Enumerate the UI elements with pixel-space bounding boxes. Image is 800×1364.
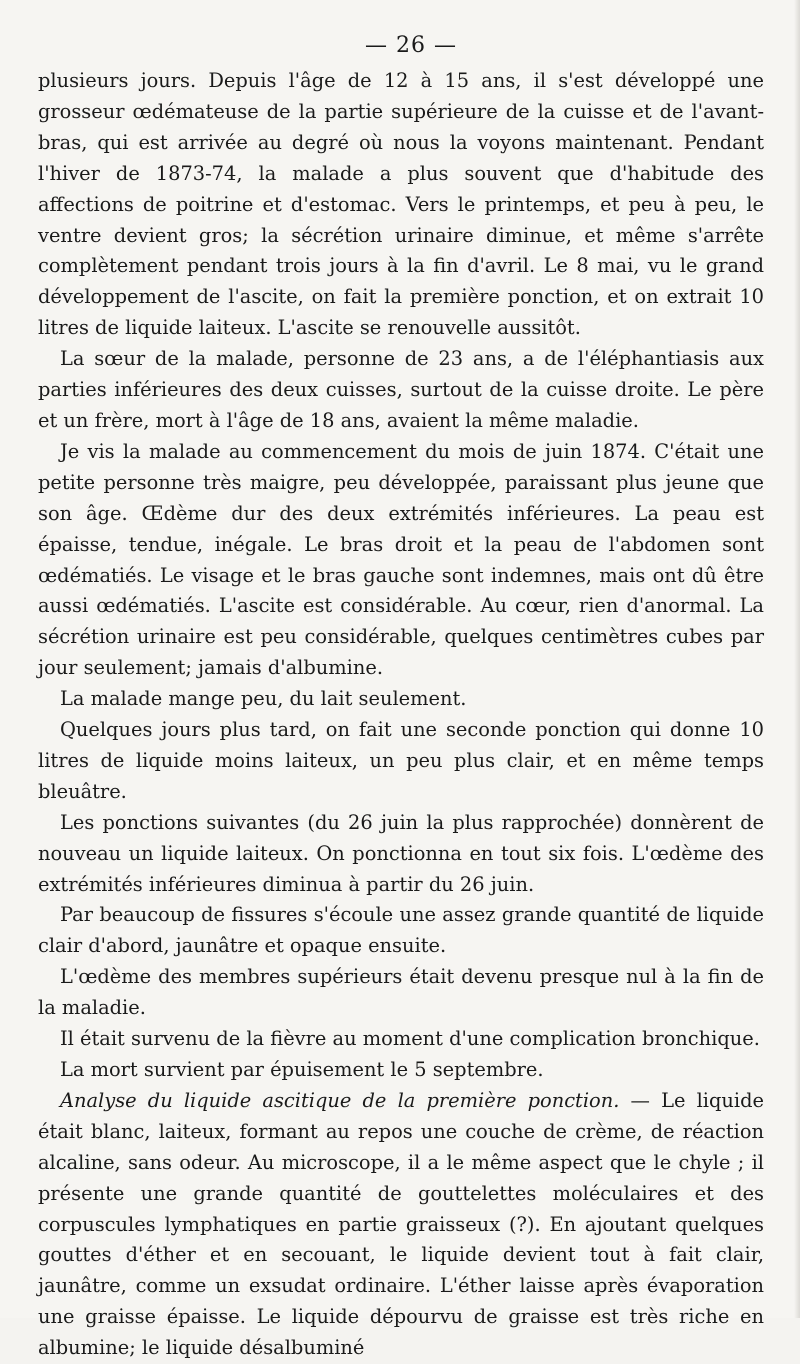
paragraph: Il était survenu de la fièvre au moment d'une complication bronchique.: [60, 1027, 760, 1051]
paragraph: La mort survient par épuisement le 5 septembre.: [60, 1058, 544, 1081]
body-text: [38, 66, 764, 1364]
paragraph: La sœur de la malade, personne de 23 ans, a de l'éléphantiasis aux parties inférieures des deux cuisses, surtout de la cuisse droite. Le père et un frère, mort à l'âge de 18 ans, avaient la même maladie.: [38, 347, 764, 432]
paragraph: La malade mange peu, du lait seulement.: [60, 687, 467, 711]
section-heading: Analyse du liquide ascitique de la première ponction.: [60, 1088, 620, 1112]
paragraph: plusieurs jours. Depuis l'âge de 12 à 15 ans, il s'est développé une grosseur œdémateuse de la partie supérieure de la cuisse et de l'avant-bras, qui est arrivée au degré où nous la voyons maintenant. Pendant l'hiver de 1873-74, la malade a plus souvent que d'habitude des affections de poitrine et d'estomac. Vers le printemps, et peu à peu, le ventre devient gros; la sécrétion urinaire diminue, et même s'arrête complètement pendant trois jours à la fin d'avril. Le 8 mai, vu le grand développement de l'ascite, on fait la première ponction, et on extrait 10 litres de liquide laiteux. L'ascite se renouvelle aussitôt.: [38, 69, 764, 340]
paragraph: Je vis la malade au commencement du mois de juin 1874. C'était une petite personne très maigre, peu développée, paraissant plus jeune que son âge. Œdème dur des deux extrémités inférieures. La peau est épaisse, tendue, inégale. Le bras droit et la peau de l'abdomen sont œdématiés. Le visage et le bras gauche sont indemnes, mais ont dû être aussi œdématiés. L'ascite est considérable. Au cœur, rien d'anormal. La sécrétion urinaire est peu considérable, quelques centimètres cubes par jour seulement; jamais d'albumine.: [38, 439, 764, 680]
paragraph: L'œdème des membres supérieurs était devenu presque nul à la fin de la maladie.: [38, 965, 764, 1020]
paragraph: Par beaucoup de fissures s'écoule une assez grande quantité de liquide clair d'abord, jaunâtre et opaque ensuite.: [38, 903, 764, 958]
page-number: — 26 —: [365, 33, 457, 58]
paragraph: Les ponctions suivantes (du 26 juin la plus rapprochée) donnèrent de nouveau un liquide laiteux. On ponctionna en tout six fois. L'œdème des extrémités inférieures diminua à partir du 26 juin.: [38, 810, 764, 896]
page-edge-shadow: [794, 0, 800, 1318]
paragraph-analysis: [38, 1086, 764, 1364]
paragraph: Quelques jours plus tard, on fait une seconde ponction qui donne 10 litres de liquide moins laiteux, un peu plus clair, et en même temps bleuâtre.: [38, 718, 764, 803]
paragraph-text: — Le liquide était blanc, laiteux, formant au repos une couche de crème, de réaction alcaline, sans odeur. Au microscope, il a le même aspect que le chyle ; il présente une grande quantité de gouttelettes moléculaires et des corpuscules lymphatiques en partie graisseux (?). En ajoutant quelques gouttes d'éther et en secouant, le liquide devient tout à fait clair, jaunâtre, comme un exsudat ordinaire. L'éther laisse après évaporation une graisse épaisse. Le liquide dépourvu de graisse est très riche en albumine; le liquide désalbuminé: [38, 1088, 764, 1360]
